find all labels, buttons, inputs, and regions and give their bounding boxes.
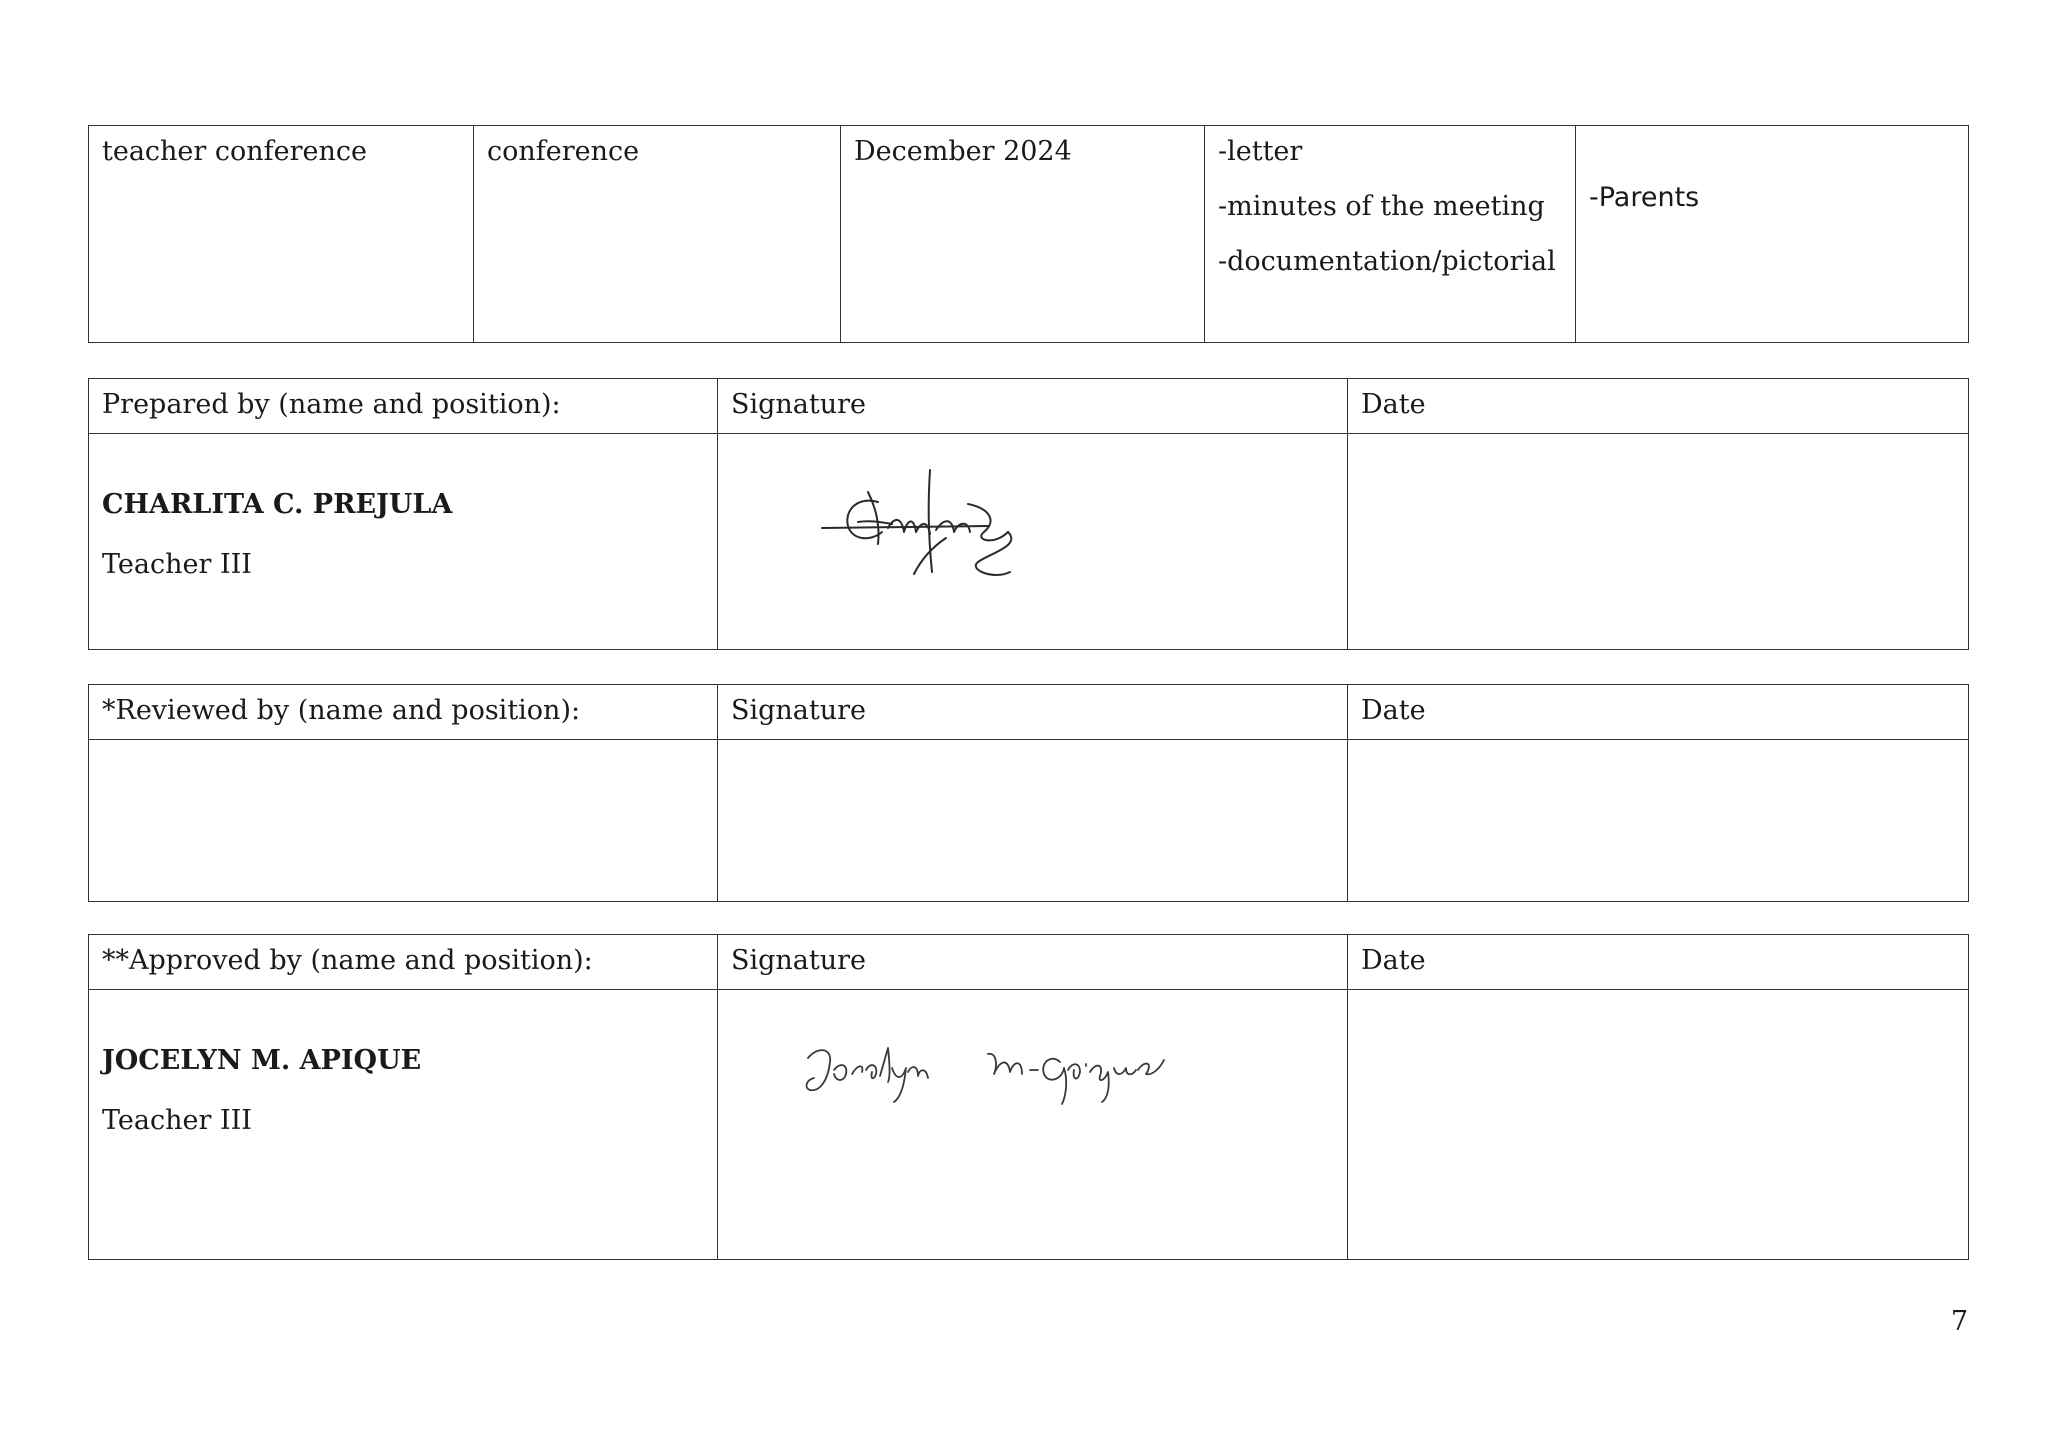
activity-table: [88, 125, 1969, 343]
preparer-cell: [89, 434, 718, 650]
reviewer-date-cell: [1348, 740, 1969, 902]
reviewed-by-table: [88, 684, 1969, 902]
page-number: 7: [1950, 1306, 1968, 1337]
approver-signature-cell: [718, 990, 1348, 1260]
signature-label: Signature: [718, 935, 1348, 990]
list-item: -documentation/pictorial: [1218, 245, 1556, 277]
preparer-signature-image: [818, 462, 1028, 582]
signature-label: Signature: [718, 685, 1348, 740]
table-row: [89, 990, 1969, 1260]
approver-signature-image: [800, 1040, 1170, 1110]
preparer-name: CHARLITA C. PREJULA: [102, 489, 453, 520]
list-item: -minutes of the meeting: [1218, 190, 1545, 222]
date-label: Date: [1348, 685, 1969, 740]
strategy-cell: conference: [474, 126, 841, 343]
table-row: [89, 935, 1969, 990]
means-of-verification-cell: [1205, 126, 1576, 343]
table-row: [89, 685, 1969, 740]
preparer-signature-cell: [718, 434, 1348, 650]
reviewer-cell: [89, 740, 718, 902]
table-row: [89, 379, 1969, 434]
date-label: Date: [1348, 379, 1969, 434]
reviewer-signature-cell: [718, 740, 1348, 902]
approver-name: JOCELYN M. APIQUE: [102, 1045, 422, 1076]
prepared-by-label: Prepared by (name and position):: [89, 379, 718, 434]
table-row: [89, 740, 1969, 902]
signature-label: Signature: [718, 379, 1348, 434]
table-row: [89, 126, 1969, 343]
prepared-by-table: [88, 378, 1969, 650]
approver-position: Teacher III: [102, 1104, 252, 1136]
date-label: Date: [1348, 935, 1969, 990]
preparer-date-cell: [1348, 434, 1969, 650]
approver-cell: [89, 990, 718, 1260]
reviewed-by-label: *Reviewed by (name and position):: [89, 685, 718, 740]
timeframe-cell: December 2024: [841, 126, 1205, 343]
approver-date-cell: [1348, 990, 1969, 1260]
preparer-position: Teacher III: [102, 548, 252, 580]
persons-involved-cell: -Parents: [1576, 126, 1969, 343]
approved-by-label: **Approved by (name and position):: [89, 935, 718, 990]
list-item: -letter: [1218, 136, 1303, 167]
table-row: [89, 434, 1969, 650]
activity-cell: teacher conference: [89, 126, 474, 343]
